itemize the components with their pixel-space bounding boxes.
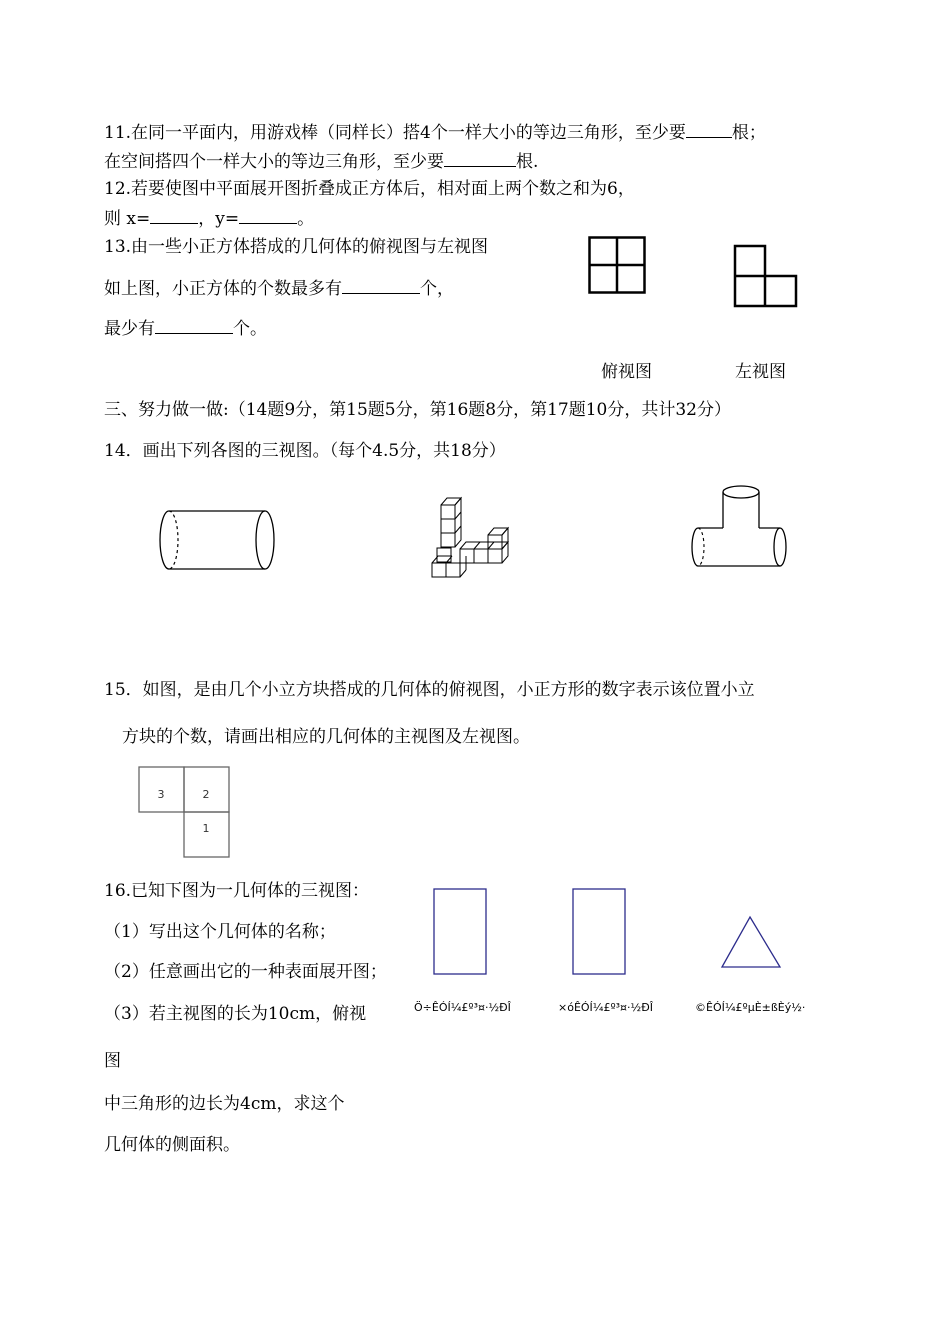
q15-grid-cell-1: 3 [157,788,165,801]
q13-line3 [104,317,267,340]
q14-text: 14．画出下列各图的三视图。（每个4.5分，共18分） [104,441,506,461]
q12-x-label: 则 x= [104,209,151,229]
q11-unit-1: 根； [731,123,766,143]
q13-min-blank[interactable] [155,317,233,334]
q12-end: 。 [297,209,315,229]
q16-line5: 图 [104,1051,121,1071]
q13-caption-left-view: 左视图 [735,362,786,382]
q13-line2 [104,277,454,300]
q12-x-blank[interactable] [150,207,198,224]
q11-text: 11.在同一平面内，用游戏棒（同样长）搭4个一样大小的等边三角形，至少要 [104,123,686,143]
q13-caption-top-view: 俯视图 [601,362,652,382]
q14-cube-stack-figure [428,493,518,583]
q16-front-view-rect [433,888,489,978]
q13-left-view-figure [733,244,803,310]
q11-blank-1[interactable] [686,121,732,138]
q16-left-view-rect [572,888,628,978]
q16-top-view-triangle [720,915,782,971]
q13-top-view-figure [588,236,648,296]
q16-line1: 16.已知下图为一几何体的三视图： [104,881,370,901]
q12-line1: 12.若要使图中平面展开图折叠成正方体后，相对面上两个数之和为6， [104,179,635,199]
q15-line1: 15．如图，是由几个小立方块搭成的几何体的俯视图，小正方形的数字表示该位置小立 [104,680,755,700]
section3-heading: 三、努力做一做:（14题9分，第15题5分，第16题8分，第17题10分，共计32分） [104,400,731,420]
q13-max-unit: 个， [420,279,454,299]
q11-line2 [104,150,538,173]
q16-line2: （1）写出这个几何体的名称； [104,922,336,942]
q15-grid-cell-3: 1 [202,822,210,835]
q13-line1: 13.由一些小正方体搭成的几何体的俯视图与左视图 [104,237,489,257]
q11-blank-2[interactable] [444,150,516,167]
q14-cylinder-figure [155,508,280,574]
q15-top-view-grid [138,766,232,860]
q16-line6: 中三角形的边长为4cm，求这个 [104,1094,345,1114]
q16-line7: 几何体的侧面积。 [104,1135,240,1155]
q16-line3: （2）任意画出它的一种表面展开图； [104,962,387,982]
q13-min-unit: 个。 [233,319,267,339]
q13-max-blank[interactable] [342,277,420,294]
q12-y-label: ，y= [198,209,240,229]
q12-y-blank[interactable] [239,207,297,224]
q15-line2: 方块的个数，请画出相应的几何体的主视图及左视图。 [122,727,530,747]
q11-line1 [104,121,766,144]
q14-t-pipe-figure [688,480,793,572]
q13-min-text: 最少有 [104,319,155,339]
q16-line4: （3）若主视图的长为10cm，俯视 [104,1004,367,1024]
q11-text-2: 在空间搭四个一样大小的等边三角形，至少要 [104,152,444,172]
q13-max-text: 如上图，小正方体的个数最多有 [104,279,342,299]
q16-label-left: ×óÊÓÍ¼£º³¤·½ÐÎ [558,1001,653,1014]
q16-label-front: Ö÷ÊÓÍ¼£º³¤·½ÐÎ [414,1001,511,1014]
q11-unit-2: 根. [516,152,539,172]
q12-line2 [104,207,314,230]
q16-label-top: ©ÊÓÍ¼£ºµÈ±ßÈý½· [695,1001,806,1014]
q15-grid-cell-2: 2 [202,788,210,801]
